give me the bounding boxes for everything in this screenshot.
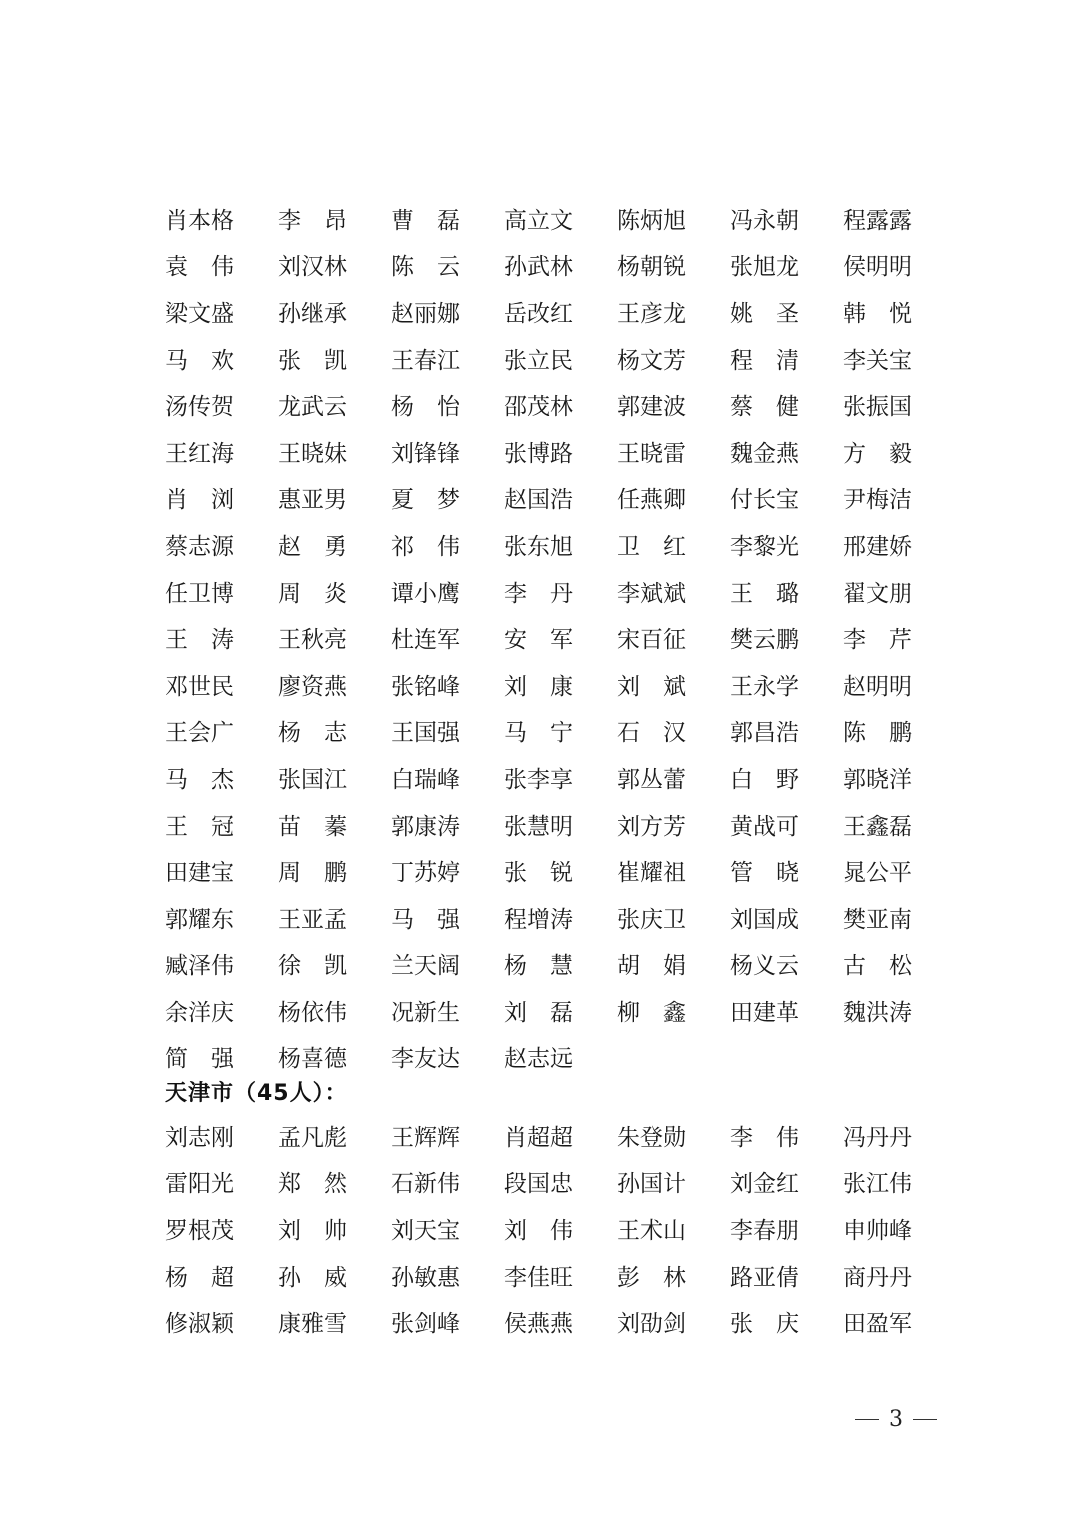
- person-name: 白 野: [730, 766, 799, 793]
- person-name: 肖 浏: [165, 487, 234, 514]
- person-name: 白瑞峰: [391, 766, 460, 793]
- person-name: 张江伟: [843, 1171, 912, 1198]
- person-name: 冯丹丹: [843, 1124, 912, 1151]
- name-row: [165, 1162, 925, 1209]
- person-name: 张 锐: [504, 860, 573, 887]
- person-name: 廖资燕: [278, 673, 347, 700]
- person-name: 王彦龙: [617, 300, 686, 327]
- person-name: 田建革: [730, 999, 799, 1026]
- person-name: 况新生: [391, 999, 460, 1026]
- person-name: 马 强: [391, 906, 460, 933]
- person-name: 程增涛: [504, 906, 573, 933]
- name-row: [165, 990, 925, 1037]
- person-name: 谭小鹰: [391, 580, 460, 607]
- person-name: 杜连军: [391, 627, 460, 654]
- person-name: 安 军: [504, 627, 573, 654]
- person-name: 杨依伟: [278, 999, 347, 1026]
- person-name: 樊云鹏: [730, 627, 799, 654]
- person-name: 晁公平: [843, 860, 912, 887]
- name-row: [165, 804, 925, 851]
- person-name: 蔡志源: [165, 533, 234, 560]
- person-name: 任卫博: [165, 580, 234, 607]
- person-name: 崔耀祖: [617, 860, 686, 887]
- person-name: 朱登勋: [617, 1124, 686, 1151]
- person-name: 李 昂: [278, 207, 347, 234]
- name-row: [165, 1115, 925, 1162]
- person-name: 李佳旺: [504, 1264, 573, 1291]
- name-row: [165, 711, 925, 758]
- person-name: 杨 超: [165, 1264, 234, 1291]
- person-name: 张铭峰: [391, 673, 460, 700]
- person-name: 王术山: [617, 1217, 686, 1244]
- person-name: 周 炎: [278, 580, 347, 607]
- name-row: [165, 431, 925, 478]
- person-name: 张 凯: [278, 347, 347, 374]
- person-name: 臧泽伟: [165, 953, 234, 980]
- person-name: 陈炳旭: [617, 207, 686, 234]
- person-name: 袁 伟: [165, 254, 234, 281]
- person-name: 张慧明: [504, 813, 573, 840]
- person-name: 孙敏惠: [391, 1264, 460, 1291]
- person-name: 郭康涛: [391, 813, 460, 840]
- person-name: 邵茂林: [504, 394, 573, 421]
- person-name: 王亚孟: [278, 906, 347, 933]
- person-name: 张立民: [504, 347, 573, 374]
- person-name: 刘天宝: [391, 1217, 460, 1244]
- person-name: 石 汉: [617, 720, 686, 747]
- person-name: 张剑峰: [391, 1311, 460, 1338]
- person-name: 郭昌浩: [730, 720, 799, 747]
- person-name: 王晓妹: [278, 440, 347, 467]
- person-name: 赵志远: [504, 1046, 573, 1073]
- person-name: 冯永朝: [730, 207, 799, 234]
- person-name: 刘 磊: [504, 999, 573, 1026]
- person-name: 李春朋: [730, 1217, 799, 1244]
- person-name: 孙国计: [617, 1171, 686, 1198]
- person-name: 侯明明: [843, 254, 912, 281]
- person-name: 刘方芳: [617, 813, 686, 840]
- person-name: 宋百征: [617, 627, 686, 654]
- person-name: 王鑫磊: [843, 813, 912, 840]
- person-name: 雷阳光: [165, 1171, 234, 1198]
- person-name: 王春江: [391, 347, 460, 374]
- person-name: 李斌斌: [617, 580, 686, 607]
- person-name: 祁 伟: [391, 533, 460, 560]
- person-name: 赵丽娜: [391, 300, 460, 327]
- person-name: 程露露: [843, 207, 912, 234]
- person-name: 岳改红: [504, 300, 573, 327]
- person-name: 王红海: [165, 440, 234, 467]
- name-row: [165, 944, 925, 991]
- person-name: 尹梅洁: [843, 487, 912, 514]
- person-name: 段国忠: [504, 1171, 573, 1198]
- person-name: 周 鹏: [278, 860, 347, 887]
- person-name: 郭建波: [617, 394, 686, 421]
- person-name: 刘 康: [504, 673, 573, 700]
- person-name: 刘 斌: [617, 673, 686, 700]
- person-name: 余洋庆: [165, 999, 234, 1026]
- person-name: 郭耀东: [165, 906, 234, 933]
- person-name: 马 欢: [165, 347, 234, 374]
- person-name: 柳 鑫: [617, 999, 686, 1026]
- name-row: [165, 291, 925, 338]
- person-name: 王 璐: [730, 580, 799, 607]
- person-name: 刘锋锋: [391, 440, 460, 467]
- person-name: 付长宝: [730, 487, 799, 514]
- name-row: [165, 1255, 925, 1302]
- person-name: 丁苏婷: [391, 860, 460, 887]
- dash-left: [855, 1419, 879, 1421]
- person-name: 张博路: [504, 440, 573, 467]
- person-name: 赵国浩: [504, 487, 573, 514]
- person-name: 李黎光: [730, 533, 799, 560]
- person-name: 张庆卫: [617, 906, 686, 933]
- person-name: 刘志刚: [165, 1124, 234, 1151]
- person-name: 姚 圣: [730, 300, 799, 327]
- person-name: 申帅峰: [843, 1217, 912, 1244]
- person-name: 杨文芳: [617, 347, 686, 374]
- person-name: 侯燕燕: [504, 1311, 573, 1338]
- dash-right: [913, 1419, 937, 1421]
- person-name: 孙武林: [504, 254, 573, 281]
- person-name: 刘劭剑: [617, 1311, 686, 1338]
- person-name: 马 杰: [165, 766, 234, 793]
- person-name: 陈 云: [391, 254, 460, 281]
- person-name: 魏洪涛: [843, 999, 912, 1026]
- person-name: 张振国: [843, 394, 912, 421]
- name-row: [165, 617, 925, 664]
- person-name: 张 庆: [730, 1311, 799, 1338]
- person-name: 陈 鹏: [843, 720, 912, 747]
- person-name: 卫 红: [617, 533, 686, 560]
- page-number-value: 3: [889, 1407, 903, 1432]
- person-name: 田建宝: [165, 860, 234, 887]
- name-row: [165, 198, 925, 245]
- person-name: 杨 志: [278, 720, 347, 747]
- person-name: 杨 怡: [391, 394, 460, 421]
- person-name: 高立文: [504, 207, 573, 234]
- person-name: 路亚倩: [730, 1264, 799, 1291]
- name-row: [165, 338, 925, 385]
- person-name: 刘汉林: [278, 254, 347, 281]
- name-list-continued: [165, 198, 925, 1083]
- person-name: 田盈军: [843, 1311, 912, 1338]
- person-name: 刘 帅: [278, 1217, 347, 1244]
- person-name: 苗 蓁: [278, 813, 347, 840]
- person-name: 夏 梦: [391, 487, 460, 514]
- person-name: 罗根茂: [165, 1217, 234, 1244]
- person-name: 刘金红: [730, 1171, 799, 1198]
- person-name: 李友达: [391, 1046, 460, 1073]
- name-row: [165, 245, 925, 292]
- person-name: 张东旭: [504, 533, 573, 560]
- person-name: 方 毅: [843, 440, 912, 467]
- person-name: 石新伟: [391, 1171, 460, 1198]
- person-name: 黄战可: [730, 813, 799, 840]
- name-row: [165, 897, 925, 944]
- person-name: 蔡 健: [730, 394, 799, 421]
- person-name: 王辉辉: [391, 1124, 460, 1151]
- person-name: 商丹丹: [843, 1264, 912, 1291]
- person-name: 郭丛蕾: [617, 766, 686, 793]
- person-name: 李 芹: [843, 627, 912, 654]
- person-name: 赵 勇: [278, 533, 347, 560]
- person-name: 兰天阔: [391, 953, 460, 980]
- person-name: 彭 林: [617, 1264, 686, 1291]
- person-name: 杨朝锐: [617, 254, 686, 281]
- person-name: 程 清: [730, 347, 799, 374]
- person-name: 孙 威: [278, 1264, 347, 1291]
- person-name: 胡 娟: [617, 953, 686, 980]
- person-name: 刘国成: [730, 906, 799, 933]
- person-name: 郑 然: [278, 1171, 347, 1198]
- person-name: 马 宁: [504, 720, 573, 747]
- person-name: 龙武云: [278, 394, 347, 421]
- person-name: 邢建娇: [843, 533, 912, 560]
- page-number: [855, 1407, 937, 1432]
- person-name: 肖本格: [165, 207, 234, 234]
- person-name: 张国江: [278, 766, 347, 793]
- person-name: 康雅雪: [278, 1311, 347, 1338]
- name-row: [165, 1301, 925, 1348]
- person-name: 王秋亮: [278, 627, 347, 654]
- name-row: [165, 524, 925, 571]
- person-name: 任燕卿: [617, 487, 686, 514]
- name-row: [165, 478, 925, 525]
- person-name: 王晓雷: [617, 440, 686, 467]
- person-name: 徐 凯: [278, 953, 347, 980]
- section-heading-tianjin: 天津市（45人）：: [165, 1081, 348, 1106]
- name-row: [165, 757, 925, 804]
- person-name: 刘 伟: [504, 1217, 573, 1244]
- person-name: 王 涛: [165, 627, 234, 654]
- person-name: 张李享: [504, 766, 573, 793]
- name-row: [165, 1208, 925, 1255]
- name-row: [165, 850, 925, 897]
- person-name: 管 晓: [730, 860, 799, 887]
- person-name: 古 松: [843, 953, 912, 980]
- person-name: 孟凡彪: [278, 1124, 347, 1151]
- person-name: 樊亚南: [843, 906, 912, 933]
- person-name: 汤传贺: [165, 394, 234, 421]
- person-name: 李关宝: [843, 347, 912, 374]
- person-name: 曹 磊: [391, 207, 460, 234]
- person-name: 郭晓洋: [843, 766, 912, 793]
- person-name: 邓世民: [165, 673, 234, 700]
- person-name: 惠亚男: [278, 487, 347, 514]
- person-name: 韩 悦: [843, 300, 912, 327]
- name-row: [165, 664, 925, 711]
- person-name: 李 伟: [730, 1124, 799, 1151]
- person-name: 孙继承: [278, 300, 347, 327]
- person-name: 王永学: [730, 673, 799, 700]
- person-name: 王国强: [391, 720, 460, 747]
- name-row: [165, 384, 925, 431]
- person-name: 肖超超: [504, 1124, 573, 1151]
- person-name: 简 强: [165, 1046, 234, 1073]
- person-name: 张旭龙: [730, 254, 799, 281]
- person-name: 梁文盛: [165, 300, 234, 327]
- person-name: 杨 慧: [504, 953, 573, 980]
- person-name: 杨喜德: [278, 1046, 347, 1073]
- person-name: 修淑颖: [165, 1311, 234, 1338]
- person-name: 李 丹: [504, 580, 573, 607]
- person-name: 赵明明: [843, 673, 912, 700]
- name-list-tianjin: [165, 1115, 925, 1348]
- name-row: [165, 571, 925, 618]
- person-name: 王 冠: [165, 813, 234, 840]
- person-name: 翟文朋: [843, 580, 912, 607]
- person-name: 杨义云: [730, 953, 799, 980]
- person-name: 王会广: [165, 720, 234, 747]
- person-name: 魏金燕: [730, 440, 799, 467]
